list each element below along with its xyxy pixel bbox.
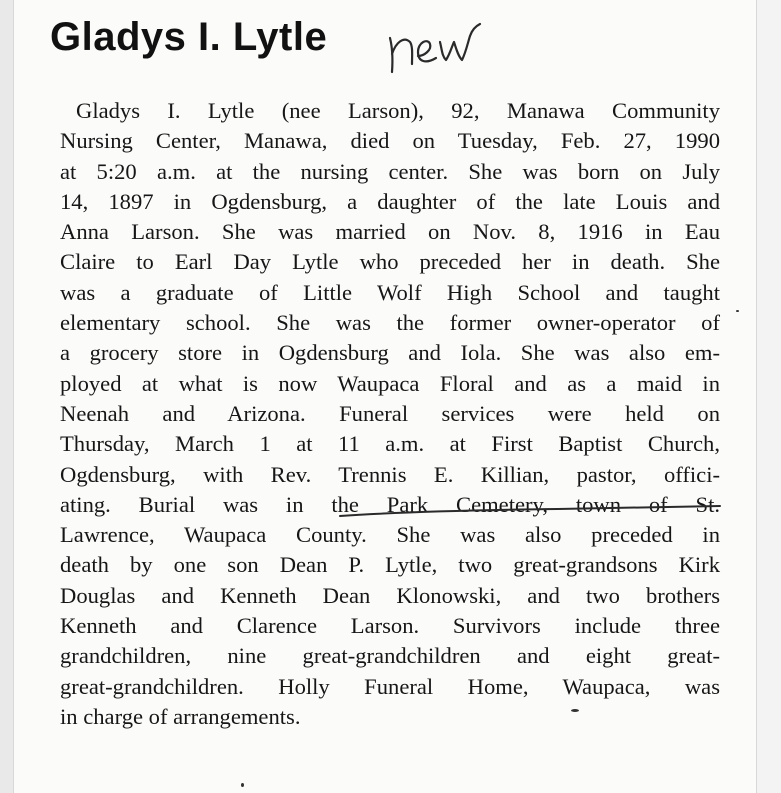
body-line: was a graduate of Little Wolf High School and taught <box>60 279 720 305</box>
body-line: Douglas and Kenneth Dean Klonowski, and two brothers <box>60 582 720 608</box>
body-line: a grocery store in Ogdensburg and Iola. She was also em- <box>60 340 720 366</box>
body-line: grandchildren, nine great-grandchildren and eight great- <box>60 643 720 669</box>
body-line: Anna Larson. She was married on Nov. 8, 1916 in Eau <box>60 219 720 245</box>
obituary-headline: Gladys I. Lytle <box>50 15 328 59</box>
body-line: at 5:20 a.m. at the nursing center. She was born on July <box>60 158 720 184</box>
body-line: ating. Burial was in the Park Cemetery, town of St. <box>60 491 720 517</box>
body-line: great-grandchildren. Holly Funeral Home, Waupaca, was <box>60 673 720 699</box>
scan-margin <box>756 0 781 793</box>
body-line: death by one son Dean P. Lytle, two great-grandsons Kirk <box>60 552 720 578</box>
body-line: Neenah and Arizona. Funeral services were held on <box>60 400 720 426</box>
body-line: 14, 1897 in Ogdensburg, a daughter of the late Louis and <box>60 188 720 214</box>
body-line: in charge of arrangements. <box>60 703 301 729</box>
body-line: Claire to Earl Day Lytle who preceded her in death. She <box>60 249 720 275</box>
body-line: Ogdensburg, with Rev. Trennis E. Killian, pastor, offici- <box>60 461 720 487</box>
body-line: Gladys I. Lytle (nee Larson), 92, Manawa Community <box>76 98 720 123</box>
scan-speck <box>571 709 579 712</box>
handwritten-underline <box>338 498 723 522</box>
scan-speck <box>736 310 739 312</box>
body-line: ployed at what is now Waupaca Floral and as a maid in <box>60 370 720 396</box>
body-line: elementary school. She was the former owner-operator of <box>60 310 720 336</box>
body-line: Nursing Center, Manawa, died on Tuesday, Feb. 27, 1990 <box>60 128 720 154</box>
obituary-body <box>60 96 720 732</box>
body-line: Kenneth and Clarence Larson. Survivors include three <box>60 613 720 639</box>
handwritten-annotation <box>384 16 494 76</box>
scan-speck <box>241 783 244 787</box>
body-line: Lawrence, Waupaca County. She was also preceded in <box>60 522 720 548</box>
body-line: Thursday, March 1 at 11 a.m. at First Baptist Church, <box>60 431 720 457</box>
